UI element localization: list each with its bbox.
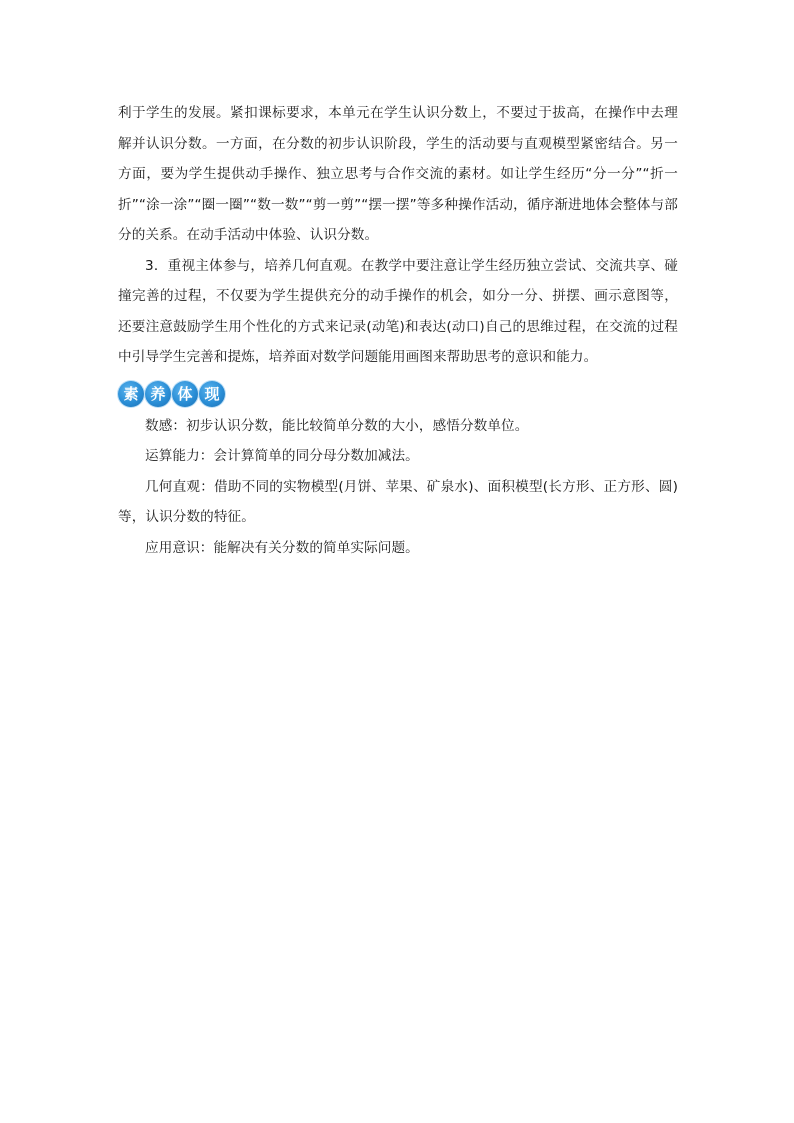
literacy-item-number-sense: 数感：初步认识分数，能比较简单分数的大小，感悟分数单位。 xyxy=(145,417,529,434)
literacy-item-geometric-intuition: 几何直观：借助不同的实物模型(月饼、苹果、矿泉水)、面积模型(长方形、正方形、圆)等，认识分数的特征。 xyxy=(118,478,678,525)
page-content xyxy=(118,98,678,563)
literacy-item-computation: 运算能力：会计算简单的同分母分数加减法。 xyxy=(145,448,419,464)
badge-char: 养 xyxy=(145,381,171,407)
section-header xyxy=(118,377,678,411)
paragraph-continuation: 利于学生的发展。紧扣课标要求，本单元在学生认识分数上，不要过于拔高，在操作中去理解并认识分数。一方面，在分数的初步认识阶段，学生的活动要与直观模型紧密结合。另一方面，要为学生提供动手操作、独立思考与合作交流的素材。如让学生经历“分一分”“折一折”“涂一涂”“圈一圈”“数一数”“剪一剪”“摆一摆”等多种操作活动，循序渐进地体会整体与部分的关系。在动手活动中体验、认识分数。 xyxy=(118,105,678,243)
badge-char: 素 xyxy=(118,381,144,407)
literacy-item-application: 应用意识：能解决有关分数的简单实际问题。 xyxy=(145,539,419,556)
literacy-list xyxy=(118,411,678,564)
section-badge xyxy=(118,381,225,407)
badge-char: 体 xyxy=(172,381,198,407)
paragraph-point-3: 3．重视主体参与，培养几何直观。在教学中要注意让学生经历独立尝试、交流共享、碰撞完善的过程，不仅要为学生提供充分的动手操作的机会，如分一分、拼摆、画示意图等，还要注意鼓励学生用个性化的方式来记录(动笔)和表达(动口)自己的思维过程，在交流的过程中引导学生完善和提炼，培养面对数学问题能用画图来帮助思考的意识和能力。 xyxy=(118,257,678,365)
badge-char: 现 xyxy=(199,381,225,407)
